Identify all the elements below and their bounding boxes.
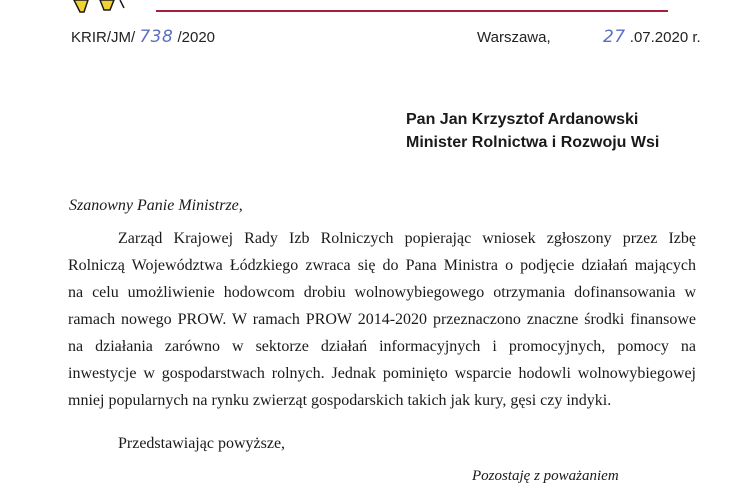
closing-intro: Przedstawiając powyższe,: [118, 435, 286, 452]
body-line: ramach nowego PROW. W ramach PROW 2014-2020 przeznaczono znaczne środki finansowe: [68, 311, 696, 328]
body-line: Rolniczą Województwa Łódzkiego zwraca się do Pana Ministra o podjęcie działań mających: [68, 257, 696, 274]
city: Warszawa,: [477, 29, 551, 46]
body-line: mniej popularnych na rynku zwierząt gospodarskich takich jak kury, gęsi czy indyki.: [68, 392, 612, 409]
regards: Pozostaję z poważaniem: [472, 468, 619, 484]
body-line: na działania zarówno w sektorze działań informacyjnych i promocyjnych, pomocy na: [68, 338, 696, 355]
header-rule: [156, 10, 668, 12]
body-line: na celu umożliwienie hodowcom drobiu wolnowybiegowego otrzymania dofinansowania w: [68, 284, 696, 301]
recipient-name: Pan Jan Krzysztof Ardanowski: [406, 111, 639, 128]
body-line: inwestycje w gospodarstwach rolnych. Jednak pominięto wsparcie hodowli wolnowybiegowej: [68, 365, 696, 382]
logo-fragment: [70, 0, 134, 14]
letter-body: [68, 225, 696, 414]
ref-number-handwritten: 738: [139, 27, 174, 47]
date-suffix: .07.2020 r.: [629, 29, 701, 46]
ref-suffix: /2020: [177, 29, 216, 46]
salutation: Szanowny Panie Ministrze,: [69, 197, 243, 214]
recipient-block: [406, 108, 659, 154]
body-line: Zarząd Krajowej Rady Izb Rolniczych popierając wniosek zgłoszony przez Izbę: [118, 230, 696, 247]
body-paragraph: [68, 225, 696, 414]
reference-number: [71, 27, 215, 47]
place-and-date: [477, 27, 701, 47]
ref-prefix: KRIR/JM/: [71, 29, 136, 46]
recipient-title: Minister Rolnictwa i Rozwoju Wsi: [406, 134, 660, 151]
day-handwritten: 27: [602, 27, 626, 47]
